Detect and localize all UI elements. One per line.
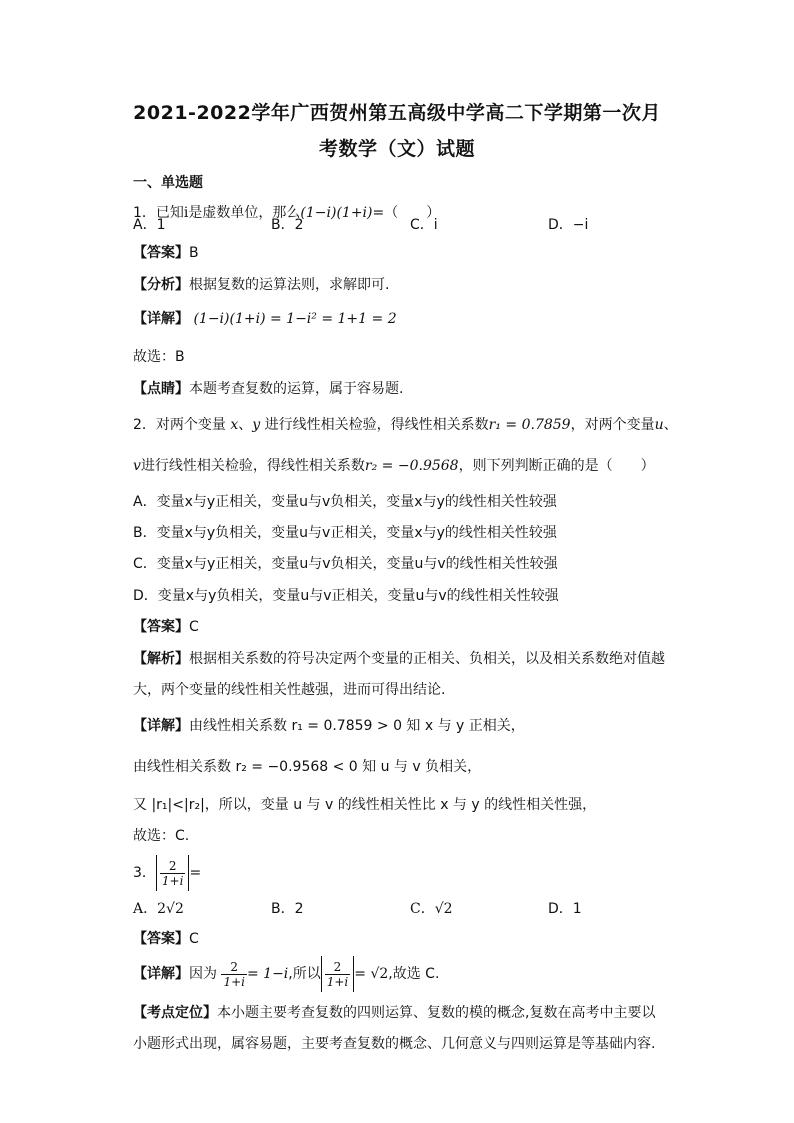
q2-stem-line2: v进行线性相关检验，得线性相关系数r₂ = −0.9568，则下列判断正确的是（ ） <box>133 458 655 474</box>
q2-analysis-line2: 大，两个变量的线性相关性越强，进而可得出结论. <box>133 682 446 698</box>
q3-answer: 【答案】C <box>133 931 199 947</box>
q2-answer: 【答案】C <box>133 619 199 635</box>
q1-detail: 【详解】 (1−i)(1+i) = 1−i² = 1+1 = 2 <box>133 311 397 327</box>
q2-choose: 故选：C. <box>133 828 190 844</box>
q1-analysis: 【分析】根据复数的运算法则，求解即可. <box>133 277 390 293</box>
q2-option-d: D．变量x与y负相关，变量u与v正相关，变量u与v的线性相关性较强 <box>133 588 559 604</box>
q1-answer: 【答案】B <box>133 245 199 261</box>
q3-point-line2: 小题形式出现，属容易题，主要考查复数的概念、几何意义与四则运算是等基础内容. <box>133 1036 656 1052</box>
q1-option-b: B．2 <box>271 217 304 233</box>
exam-title-line1: 2021-2022学年广西贺州第五高级中学高二下学期第一次月 <box>133 102 661 124</box>
q1-option-a: A．1 <box>133 217 166 233</box>
q3-abs-value: $\frac{2}{1+i}$ <box>156 855 190 891</box>
q2-detail-line3: 又 |r₁|<|r₂|，所以，变量 u 与 v 的线性相关性比 x 与 y 的线性相关性强， <box>133 797 597 813</box>
q1-comment: 【点睛】本题考查复数的运算，属于容易题. <box>133 381 404 397</box>
q2-detail-line2: 由线性相关系数 r₂ = −0.9568 < 0 知 u 与 v 负相关， <box>133 759 482 775</box>
q3-option-b: B．2 <box>271 901 304 917</box>
q1-option-d: D．−i <box>548 217 589 233</box>
q3-point-line1: 【考点定位】本小题主要考查复数的四则运算、复数的模的概念,复数在高考中主要以 <box>133 1005 656 1021</box>
q2-detail-line1: 【详解】由线性相关系数 r₁ = 0.7859 > 0 知 x 与 y 正相关， <box>133 718 525 734</box>
q2-option-c: C．变量x与y正相关，变量u与v负相关，变量u与v的线性相关性较强 <box>133 556 558 572</box>
q2-analysis-line1: 【解析】根据相关系数的符号决定两个变量的正相关、负相关，以及相关系数绝对值越 <box>133 651 665 667</box>
q3-option-d: D．1 <box>548 901 582 917</box>
q2-option-b: B．变量x与y负相关，变量u与v正相关，变量x与y的线性相关性较强 <box>133 525 557 541</box>
q3-detail: 【详解】因为 $\frac{2}{1+i}$ = 1−i,所以 $\frac{2}{1+i}$ = √2,故选 C. <box>133 956 439 992</box>
q2-option-a: A．变量x与y正相关，变量u与v负相关，变量x与y的线性相关性较强 <box>133 494 557 510</box>
section-heading: 一、单选题 <box>133 175 203 191</box>
exam-title-line2: 考数学（文）试题 <box>318 138 475 160</box>
q1-expression: (1−i)(1+i) <box>300 205 373 221</box>
q1-option-c: C．i <box>410 217 438 233</box>
q1-stem: 1．已知i是虚数单位，那么(1−i)(1+i)=（ ） <box>133 205 441 221</box>
q1-choose: 故选：B <box>133 349 185 365</box>
q3-option-c: C．√2 <box>410 901 453 917</box>
q3-option-a: A．2√2 <box>133 901 184 917</box>
q2-stem-line1: 2．对两个变量 x、y 进行线性相关检验，得线性相关系数r₁ = 0.7859，对两个变量u、 <box>133 417 678 433</box>
q3-stem: 3． $\frac{2}{1+i}$ = <box>133 855 201 891</box>
